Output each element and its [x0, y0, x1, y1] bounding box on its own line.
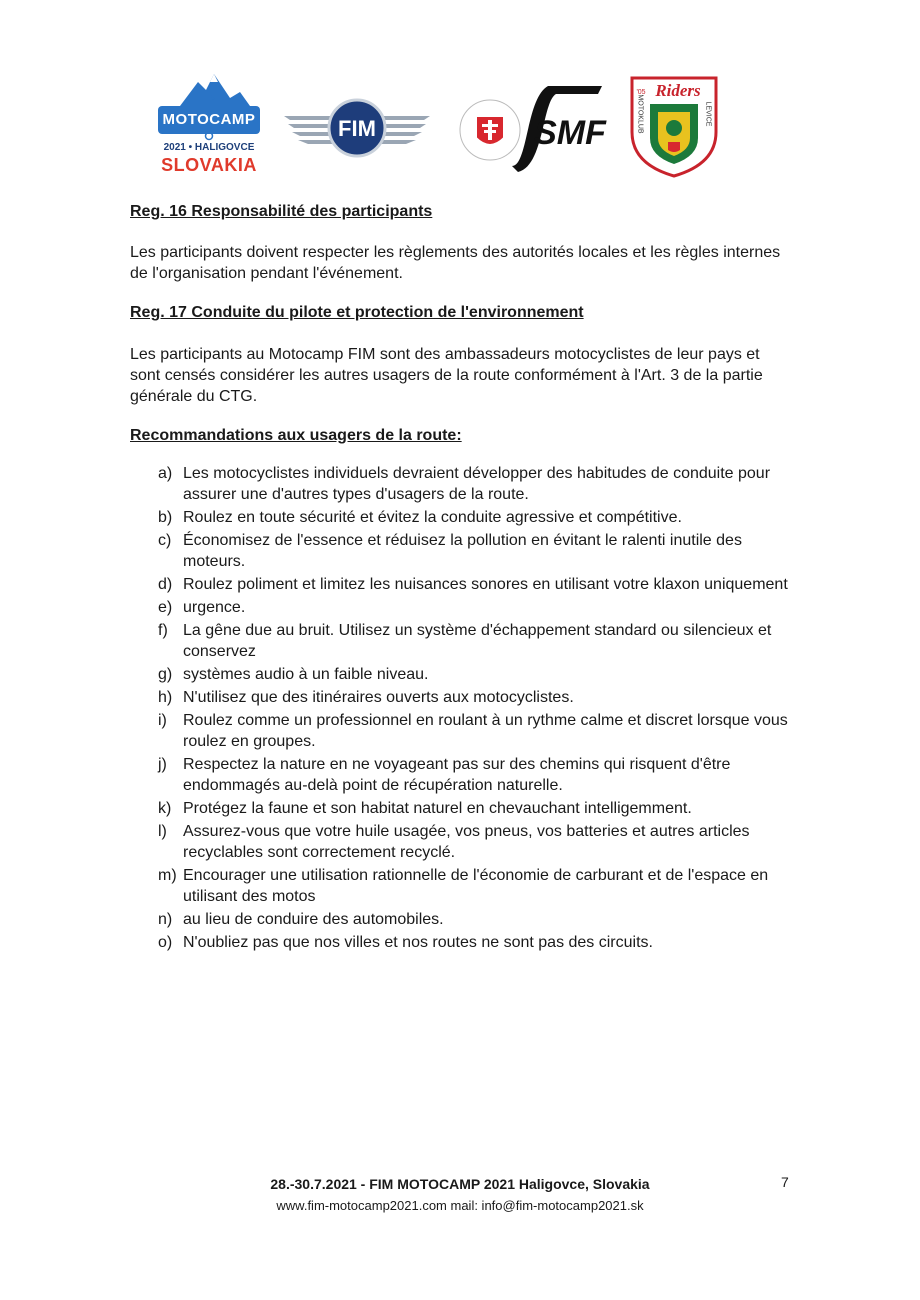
- motocamp-fim-label: FIM: [201, 93, 217, 103]
- list-item: [158, 507, 798, 528]
- list-item-letter: g): [158, 666, 173, 683]
- list-item-letter: a): [158, 465, 173, 482]
- list-item-letter: i): [158, 712, 167, 729]
- reg17-body: Les participants au Motocamp FIM sont des ambassadeurs motocyclistes de leur pays et sont censés considérer les autres usagers de la route conformément à l'Art. 3 de la partie générale du CTG.: [130, 346, 763, 405]
- list-item: [158, 821, 798, 863]
- list-item-letter: c): [158, 532, 172, 549]
- reg16-heading: Reg. 16 Responsabilité des participants: [130, 203, 433, 220]
- list-item: [158, 463, 798, 505]
- list-item-letter: b): [158, 509, 173, 526]
- fim-logo-text: FIM: [338, 116, 376, 141]
- page-number: 7: [781, 1174, 789, 1190]
- header-logos: [150, 68, 730, 180]
- smf-logo: [452, 78, 612, 173]
- list-item-letter: n): [158, 911, 173, 928]
- motocamp-logo: [150, 68, 268, 178]
- list-item: [158, 798, 798, 819]
- list-item-text: La gêne due au bruit. Utilisez un système d'échappement standard ou silencieux et conservez: [183, 622, 772, 660]
- riders-shield-icon: [628, 72, 720, 178]
- list-item-text: Respectez la nature en ne voyageant pas sur des chemins qui risquent d'être endommagés au-delà point de récupération naturelle.: [183, 756, 731, 794]
- list-item-text: Roulez en toute sécurité et évitez la conduite agressive et compétitive.: [183, 509, 682, 526]
- recommendations-list: [158, 463, 798, 955]
- list-item-letter: j): [158, 756, 167, 773]
- list-item-text: au lieu de conduire des automobiles.: [183, 911, 444, 928]
- motocamp-name: MOTOCAMP: [158, 106, 260, 134]
- list-item-text: Assurez-vous que votre huile usagée, vos pneus, vos batteries et autres articles recyclables sont correctement recyclé.: [183, 823, 750, 861]
- list-item-letter: m): [158, 867, 177, 884]
- footer-title: 28.-30.7.2021 - FIM MOTOCAMP 2021 Haligovce, Slovakia: [270, 1176, 650, 1192]
- list-item: [158, 530, 798, 572]
- list-item-text: Roulez poliment et limitez les nuisances sonores en utilisant votre klaxon uniquement: [183, 576, 788, 593]
- list-item-text: systèmes audio à un faible niveau.: [183, 666, 429, 683]
- list-item: [158, 932, 798, 953]
- list-item-text: Roulez comme un professionnel en roulant à un rythme calme et discret lorsque vous roulez en groupes.: [183, 712, 788, 750]
- list-item-text: N'oubliez pas que nos villes et nos routes ne sont pas des circuits.: [183, 934, 653, 951]
- riders-logo-text: Riders: [655, 81, 701, 100]
- list-item: [158, 710, 798, 752]
- list-item-letter: k): [158, 800, 172, 817]
- reg16-body: Les participants doivent respecter les règlements des autorités locales et les règles internes de l'organisation pendant l'événement.: [130, 244, 781, 282]
- list-item-letter: h): [158, 689, 173, 706]
- list-item: [158, 664, 798, 685]
- list-item-letter: o): [158, 934, 173, 951]
- list-item: [158, 909, 798, 930]
- riders-logo: [628, 72, 720, 178]
- riders-logo-prefix: '05: [636, 89, 646, 96]
- motocamp-year: 2021 • HALIGOVCE: [163, 142, 255, 153]
- smf-logo-text: SMF: [534, 114, 606, 152]
- fim-logo: [282, 86, 432, 166]
- list-item: [158, 597, 798, 618]
- list-item-letter: l): [158, 823, 167, 840]
- fim-wings-icon: [282, 86, 432, 166]
- recommendations-heading: Recommandations aux usagers de la route:: [130, 427, 462, 444]
- list-item-text: urgence.: [183, 599, 246, 616]
- list-item: [158, 865, 798, 907]
- smf-emblem-icon: [452, 78, 612, 173]
- list-item: [158, 574, 798, 595]
- list-item-text: Protégez la faune et son habitat naturel en chevauchant intelligemment.: [183, 800, 692, 817]
- list-item-text: Économisez de l'essence et réduisez la pollution en évitant le ralenti inutile des moteurs.: [183, 532, 742, 570]
- list-item-text: Encourager une utilisation rationnelle de l'économie de carburant et de l'espace en utilisant des motos: [183, 867, 769, 905]
- list-item: [158, 620, 798, 662]
- riders-right-letters: LEVICE: [704, 101, 712, 127]
- list-item: [158, 754, 798, 796]
- list-item-text: Les motocyclistes individuels devraient développer des habitudes de conduite pour assurer une d'autres types d'usagers de la route.: [183, 465, 771, 503]
- list-item-letter: f): [158, 622, 168, 639]
- list-item-letter: d): [158, 576, 173, 593]
- footer-contact: www.fim-motocamp2021.com mail: info@fim-motocamp2021.sk: [276, 1198, 644, 1213]
- list-item: [158, 687, 798, 708]
- motocamp-country: SLOVAKIA: [161, 155, 257, 175]
- list-item-letter: e): [158, 599, 173, 616]
- riders-left-letters: MOTOKLUB: [636, 94, 644, 134]
- reg17-heading: Reg. 17 Conduite du pilote et protection de l'environnement: [130, 304, 584, 321]
- list-item-text: N'utilisez que des itinéraires ouverts aux motocyclistes.: [183, 689, 574, 706]
